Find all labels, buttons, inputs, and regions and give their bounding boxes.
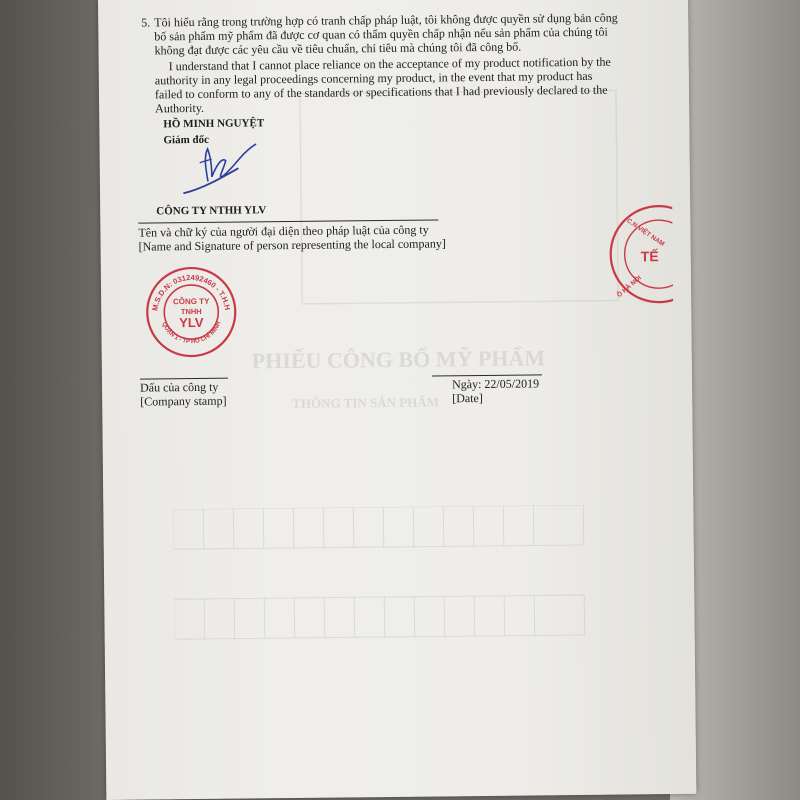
company-stamp-label-en: [Company stamp]: [140, 393, 227, 409]
document-page: [98, 0, 696, 800]
en-paragraph-line-1: I understand that I cannot place reliance on the acceptance of my product notification by the: [168, 54, 611, 74]
company-stamp: [143, 264, 240, 361]
company-stamp-label-vi: Dấu của công ty: [139, 379, 219, 395]
stamp-line-1: CÔNG TY: [172, 296, 210, 307]
bleed-through-heading: PHIẾU CÔNG BỐ MỸ PHẨM: [251, 345, 546, 374]
authority-stamp-text: TẾ: [640, 248, 659, 265]
item-number: 5.: [141, 15, 151, 30]
en-paragraph-line-3: failed to conform to any of the standards or specifications that I had previously declared to the: [154, 82, 608, 102]
company-name: CÔNG TY NTHH YLV: [156, 204, 267, 218]
bleed-through-grid: [173, 505, 594, 649]
vi-paragraph-line-2: bố sản phẩm mỹ phẩm đã được cơ quan có thẩm quyền chấp nhận nếu sản phẩm của chúng tôi: [154, 24, 608, 44]
stamp-ring-text: M.S.D.N: 0312492460 - T.H.H: [150, 272, 233, 312]
date-label: Ngày: 22/05/2019: [451, 376, 540, 392]
date-label-en: [Date]: [452, 390, 483, 406]
handwritten-signature: [177, 138, 268, 199]
en-paragraph-line-4: Authority.: [155, 100, 205, 116]
vi-paragraph-line-3: không đạt được các yêu cầu về tiêu chuẩn, chỉ tiêu mà chúng tôi đã công bố.: [154, 39, 522, 58]
bleed-through-box: [299, 90, 621, 308]
stamp-line-2: TNHH: [180, 306, 202, 317]
vi-paragraph-line-1: Tôi hiểu rằng trong trường hợp có tranh chấp pháp luật, tôi không được quyền sử dụng bản công: [154, 10, 618, 30]
authority-stamp-ring-bottom: Ô HÀ NỘI: [615, 274, 643, 300]
bleed-through-subheading: THÔNG TIN SẢN PHẨM: [292, 394, 440, 411]
background-left: [0, 0, 100, 800]
en-paragraph-line-2: authority in any legal proceedings concerning my product, in the event that my product has: [154, 68, 593, 88]
signer-name: HỒ MINH NGUYỆT: [163, 117, 265, 131]
signer-title: Giám đốc: [163, 133, 210, 147]
signature-label-en: [Name and Signature of person representing the local company]: [138, 236, 446, 254]
authority-stamp-partial: [598, 199, 673, 310]
authority-stamp-ring-top: C.N VIỆT NAM: [625, 217, 666, 249]
stamp-ring-bottom: QUẬN 1 - TP HỒ CHÍ MINH: [160, 320, 223, 346]
signature-label-vi: Tên và chữ ký của người đại diện theo pháp luật của công ty: [138, 222, 429, 240]
stamp-line-3: YLV: [179, 314, 204, 331]
